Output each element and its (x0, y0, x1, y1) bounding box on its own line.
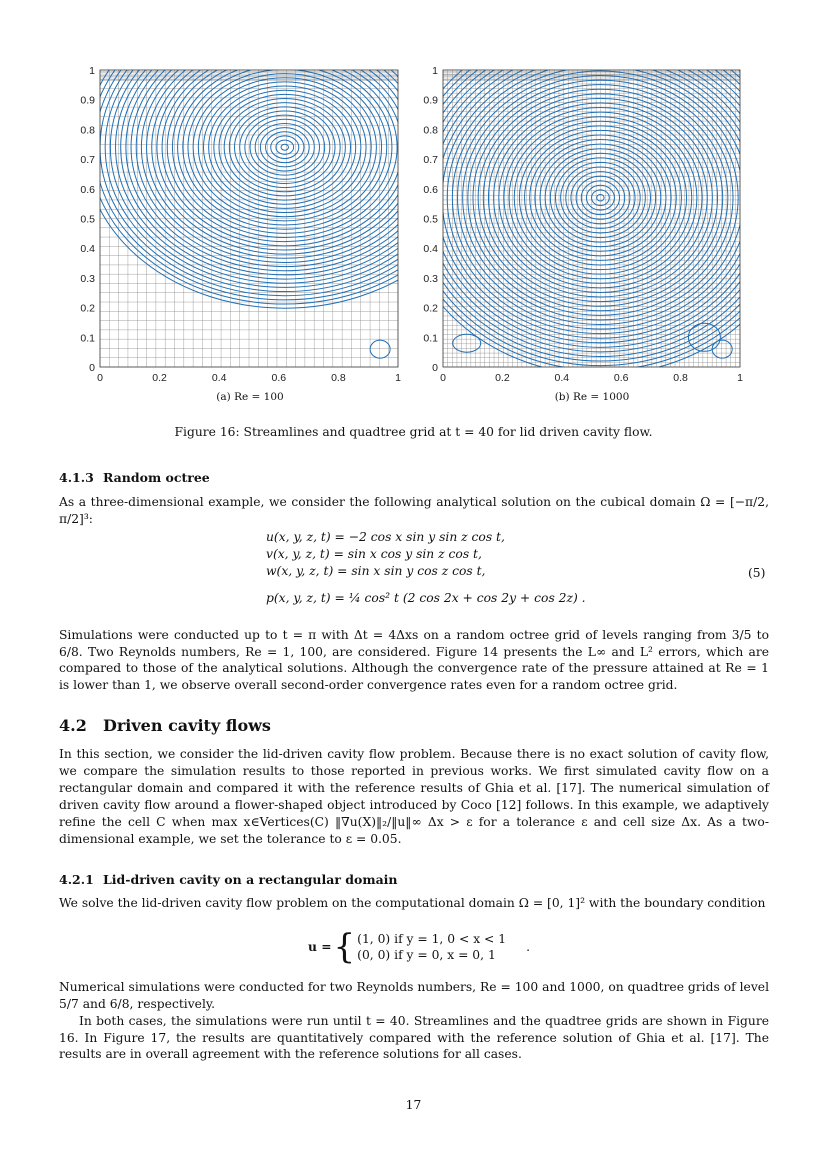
y-tick-label: 0.9 (423, 94, 438, 107)
subcaption-b: (b) Re = 1000 (554, 391, 630, 403)
section-heading-4-2: 4.2 Driven cavity flows (59, 716, 271, 735)
streamline (458, 71, 744, 325)
streamline (504, 112, 697, 283)
y-tick-label: 0.8 (80, 124, 95, 137)
streamline (219, 94, 351, 200)
streamline (555, 158, 645, 238)
equation-line: w(x, y, z, t) = sin x sin y cos z cos t, (266, 564, 486, 578)
streamline (561, 162, 641, 233)
streamline (84, 55, 485, 308)
section-heading-4-1-3: 4.1.3 Random octree (59, 470, 210, 485)
equation-line: v(x, y, z, t) = sin x cos y sin z cos t, (266, 547, 482, 561)
paragraph: In both cases, the simulations were run until t = 40. Streamlines and the quadtree grids are shown in Figure 16. In Figure 17, the results are quantitatively compared with the reference solution of Ghia et al. [17]. The results are in overall agreement with the reference solutions for all cases. (59, 1014, 769, 1061)
streamline (172, 57, 397, 238)
streamline (452, 66, 748, 329)
x-tick-label: 0.8 (331, 372, 346, 384)
y-tick-label: 1 (432, 65, 438, 77)
y-tick-label: 0.6 (80, 183, 95, 196)
streamline (209, 86, 361, 208)
figure-caption: Figure 16: Streamlines and quadtree grid at t = 40 for lid driven cavity flow. (174, 425, 653, 439)
section-intro: We solve the lid-driven cavity flow problem on the computational domain Ω = [0, 1]² with the boundary condition (59, 896, 766, 910)
y-tick-label: 0.4 (80, 243, 95, 256)
streamline (188, 69, 382, 225)
streamline (193, 74, 376, 221)
x-tick-label: 1 (737, 372, 743, 384)
streamline (271, 136, 299, 159)
streamline (483, 94, 717, 302)
y-tick-label: 0.9 (80, 94, 95, 107)
y-tick-label: 0.3 (80, 272, 95, 285)
x-tick-label: 0.6 (271, 372, 287, 384)
streamline (240, 111, 330, 183)
subcaption-a: (a) Re = 100 (216, 391, 284, 403)
y-tick-label: 0.3 (423, 272, 438, 285)
streamline (281, 144, 288, 150)
equation-line: p(x, y, z, t) = ¼ cos² t (2 cos 2x + cos 2y + cos 2z) . (266, 591, 586, 605)
x-tick-label: 0.6 (613, 372, 629, 384)
streamline (178, 61, 392, 233)
page-number: 17 (405, 1098, 422, 1112)
streamline (255, 123, 314, 171)
y-tick-label: 0 (432, 362, 438, 374)
equation-line: u(x, y, z, t) = −2 cos x sin y sin z cos t, (266, 530, 505, 544)
streamline (592, 190, 610, 206)
x-tick-label: 0.2 (495, 372, 510, 384)
paragraph: In this section, we consider the lid-driven cavity flow problem. Because there is no exact solution of cavity flow, we compare the simulation results to those reported in previous works. We first simulated cavity flow on a rectangular domain and compared it with the reference results of Ghia et al. [17]. The numerical simulation of driven cavity flow around a flower-shaped object introduced by Coco [12] follows. In this example, we adaptively refine the cell C when max x∈Vertices(C) ‖∇u(X)‖₂/‖u‖∞ Δx > ε for a tolerance ε and cell size Δx. As a two-dimensional example, we set the tolerance to ε = 0.05. (59, 747, 769, 846)
x-tick-label: 0.8 (673, 372, 688, 384)
y-tick-label: 0.5 (423, 213, 438, 226)
bc-case: (1, 0) if y = 1, 0 < x < 1 (357, 931, 507, 946)
y-tick-label: 0.4 (423, 243, 438, 256)
y-tick-label: 0.1 (423, 332, 438, 345)
section-intro: As a three-dimensional example, we consider the following analytical solution on the cubical domain Ω = [−π/2, π/2]³: (59, 495, 769, 526)
streamline (245, 115, 325, 179)
equation-number: (5) (748, 566, 766, 580)
bc-lhs: u = (308, 938, 332, 954)
x-tick-label: 1 (395, 372, 401, 384)
streamline (276, 140, 294, 154)
y-tick-label: 1 (89, 65, 95, 77)
y-tick-label: 0.7 (423, 154, 438, 167)
streamline (519, 126, 681, 270)
x-tick-label: 0 (97, 372, 103, 384)
y-tick-label: 0.7 (80, 154, 95, 167)
plot-re-1000 (401, 55, 800, 384)
streamline (468, 80, 733, 315)
x-tick-label: 0.4 (554, 372, 570, 384)
x-tick-label: 0.2 (152, 372, 167, 384)
y-tick-label: 0 (89, 362, 95, 374)
streamline (525, 130, 677, 265)
bc-case: (0, 0) if y = 0, x = 0, 1 (357, 948, 496, 962)
x-tick-label: 0 (440, 372, 446, 384)
y-tick-label: 0.8 (423, 124, 438, 137)
streamline (473, 85, 728, 311)
streamline (509, 117, 692, 279)
equation-5 (266, 529, 586, 607)
y-tick-label: 0.2 (80, 302, 95, 315)
corner-vortex (712, 340, 732, 358)
streamline (545, 149, 655, 247)
streamline (203, 82, 366, 213)
x-tick-label: 0.4 (211, 372, 227, 384)
y-tick-label: 0.1 (80, 332, 95, 345)
y-tick-label: 0.5 (80, 213, 95, 226)
boundary-condition: u = { (1, 0) if y = 1, 0 < x < 1 (0, 0) if y = 0, x = 0, 1 . (308, 927, 530, 967)
paragraph: Numerical simulations were conducted for two Reynolds numbers, Re = 100 and 1000, on quadtree grids of level 5/7 and 6/8, respectively. (59, 980, 769, 1011)
section-heading-4-2-1: 4.2.1 Lid-driven cavity on a rectangular domain (59, 872, 398, 887)
streamline (576, 176, 625, 219)
y-tick-label: 0.6 (423, 183, 438, 196)
y-tick-label: 0.2 (423, 302, 438, 315)
figure-16 (0, 55, 827, 385)
streamline (478, 89, 723, 306)
corner-vortex (370, 340, 390, 358)
paragraph: Simulations were conducted up to t = π with Δt = 4Δxs on a random octree grid of levels ranging from 3/5 to 6/8. Two Reynolds numbers, Re = 1, 100, are considered. Figure 14 presents the L∞ and L² errors, which are compared to those of the analytical solutions. Although the convergence rate of the pressure attained at Re = 1 is lower than 1, we observe overall second-order convergence rates even for a random octree grid. (59, 628, 769, 692)
streamline (571, 172, 630, 224)
